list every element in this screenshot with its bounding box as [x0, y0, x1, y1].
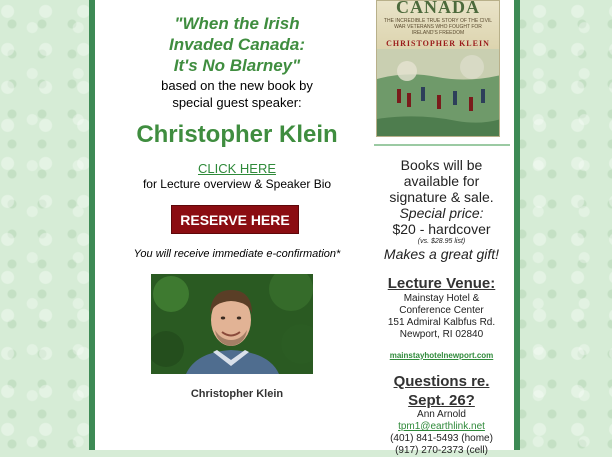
venue-line: Mainstay Hotel & [403, 293, 480, 304]
battle-scene-illustration [377, 49, 500, 137]
photo-caption: Christopher Klein [190, 388, 284, 400]
venue-address [371, 293, 512, 341]
event-column [93, 0, 371, 450]
book-cover [376, 0, 500, 137]
availability-line: signature & sale. [389, 189, 494, 205]
section-divider [374, 144, 510, 146]
event-title-line: "When the Irish [174, 14, 300, 33]
availability-line: Books will be [400, 157, 483, 173]
confirmation-note: You will receive immediate e-confirmation* [133, 248, 341, 260]
gift-line: Makes a great gift! [383, 246, 500, 262]
book-cover-tagline: THE INCREDIBLE TRUE STORY OF THE CIVIL WAR VETERANS WHO FOUGHT FOR IRELAND'S FREEDOM [383, 18, 493, 36]
book-sale-info [371, 157, 512, 262]
event-title [93, 13, 381, 76]
contact-phone-cell: (917) 270-2373 (cell) [395, 445, 488, 456]
contact-phone-home: (401) 841-5493 (home) [390, 433, 493, 444]
venue-line: Newport, RI 02840 [399, 329, 484, 340]
book-cover-author: CHRISTOPHER KLEIN [386, 39, 490, 48]
click-here-link[interactable]: CLICK HERE [197, 161, 277, 176]
list-price-note: (vs. $28.95 list) [417, 238, 466, 245]
event-title-line: It's No Blarney" [173, 56, 301, 75]
speaker-name: Christopher Klein [136, 121, 338, 148]
reserve-button[interactable]: RESERVE HERE [171, 205, 299, 234]
event-title-line: Invaded Canada: [168, 35, 306, 54]
contact-name: Ann Arnold [417, 409, 466, 420]
venue-line: Conference Center [399, 305, 484, 316]
questions-heading [371, 372, 512, 410]
venue-heading: Lecture Venue: [387, 275, 496, 292]
subtitle-line: based on the new book by [161, 78, 313, 93]
price-line: $20 - hardcover [392, 221, 491, 237]
questions-heading-line: Questions re. [393, 373, 490, 390]
speaker-portrait-image [151, 274, 313, 374]
info-column [371, 0, 512, 456]
questions-heading-line: Sept. 26? [408, 392, 475, 409]
venue-website-link[interactable]: mainstayhotelnewport.com [389, 351, 494, 360]
availability-line: available for [403, 173, 480, 189]
speaker-photo [151, 274, 313, 374]
special-price-label: Special price: [399, 205, 484, 221]
contact-email-link[interactable]: tpm1@earthlink.net [398, 421, 485, 432]
overview-text: for Lecture overview & Speaker Bio [142, 177, 332, 191]
subtitle-line: special guest speaker: [172, 95, 302, 110]
event-subtitle [93, 77, 381, 111]
venue-line: 151 Admiral Kalbfus Rd. [387, 317, 496, 328]
book-cover-title: CANADA [396, 0, 480, 17]
